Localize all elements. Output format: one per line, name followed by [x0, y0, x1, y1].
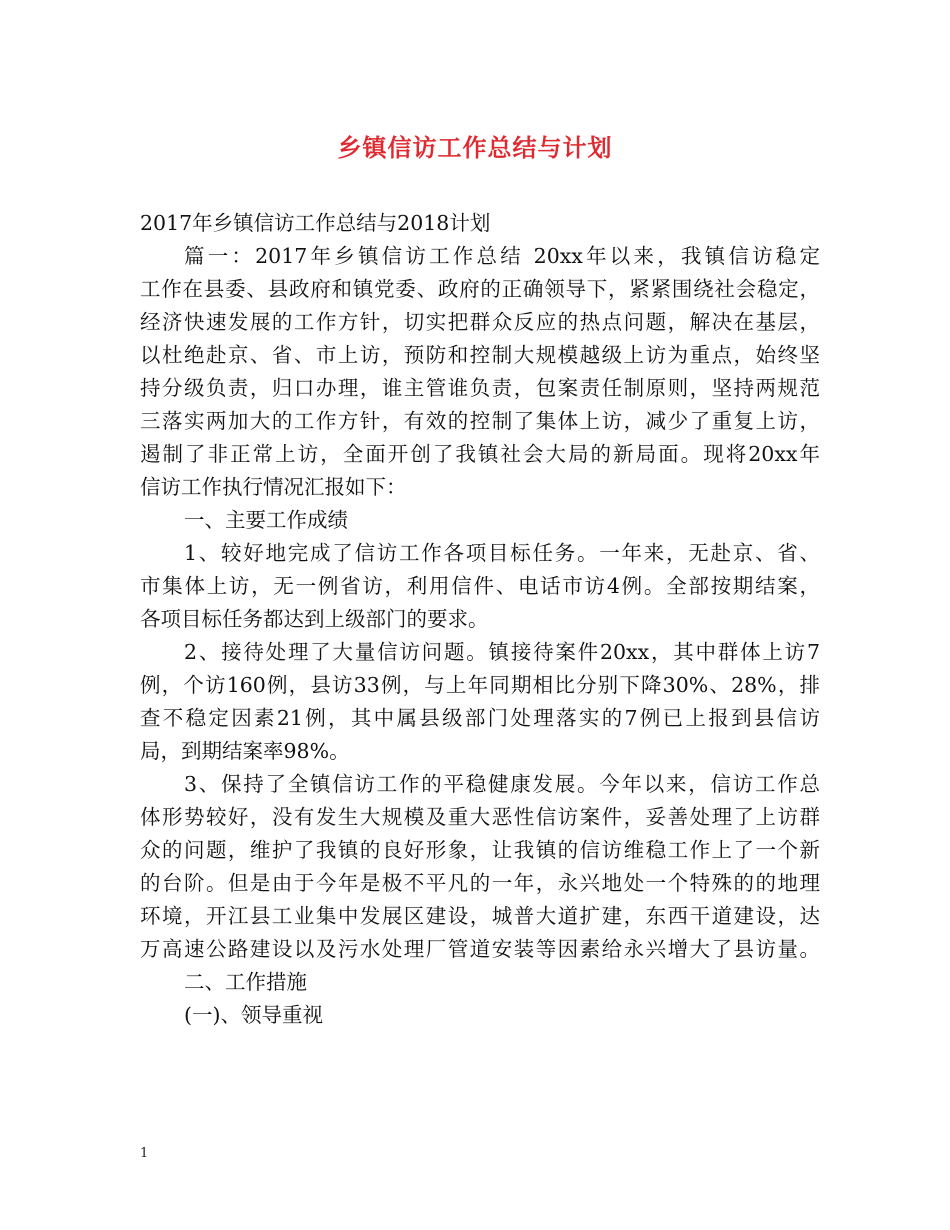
- page-number: 1: [140, 1146, 149, 1161]
- section-heading: 二、工作措施: [184, 970, 307, 994]
- paragraph-line: 遏制了非正常上访，全面开创了我镇社会大局的新局面。现将20xx年: [140, 442, 820, 466]
- paragraph-line: 各项目标任务都达到上级部门的要求。: [140, 607, 489, 631]
- paragraph-line: 以杜绝赴京、省、市上访，预防和控制大规模越级上访为重点，始终坚: [140, 343, 820, 367]
- paragraph-line: 信访工作执行情况汇报如下：: [140, 475, 407, 499]
- paragraph-line: 1、较好地完成了信访工作各项目标任务。一年来，无赴京、省、: [184, 541, 820, 565]
- paragraph-line: 例，个访160例，县访33例，与上年同期相比分别下降30%、28%，排: [140, 673, 820, 697]
- document-title: 乡镇信访工作总结与计划: [337, 134, 613, 162]
- paragraph-line: 众的问题，维护了我镇的良好形象，让我镇的信访维稳工作上了一个新: [140, 838, 820, 862]
- paragraph-line: 万高速公路建设以及污水处理厂管道安装等因素给永兴增大了县访量。: [140, 937, 820, 961]
- paragraph-line: 体形势较好，没有发生大规模及重大恶性信访案件，妥善处理了上访群: [140, 805, 820, 829]
- paragraph-line: 市集体上访，无一例省访，利用信件、电话市访4例。全部按期结案，: [140, 574, 820, 598]
- section-heading: 一、主要工作成绩: [184, 508, 348, 532]
- paragraph-line: 3、保持了全镇信访工作的平稳健康发展。今年以来，信访工作总: [184, 772, 820, 796]
- paragraph-line: 2、接待处理了大量信访问题。镇接待案件20xx，其中群体上访7: [184, 640, 820, 664]
- subsection-heading: (一)、领导重视: [184, 1003, 323, 1027]
- paragraph-line: 工作在县委、县政府和镇党委、政府的正确领导下，紧紧围绕社会稳定，: [140, 277, 820, 301]
- paragraph-line: 持分级负责，归口办理，谁主管谁负责，包案责任制原则，坚持两规范: [140, 376, 820, 400]
- paragraph-line: 查不稳定因素21例，其中属县级部门处理落实的7例已上报到县信访: [140, 706, 820, 730]
- paragraph-line: 局，到期结案率98%。: [140, 739, 350, 763]
- paragraph-line: 的台阶。但是由于今年是极不平凡的一年，永兴地处一个特殊的的地理: [140, 871, 820, 895]
- paragraph-line: 环境，开江县工业集中发展区建设，城普大道扩建，东西干道建设，达: [140, 904, 820, 928]
- paragraph-line: 经济快速发展的工作方针，切实把群众反应的热点问题，解决在基层，: [140, 310, 820, 334]
- paragraph-line: 三落实两加大的工作方针，有效的控制了集体上访，减少了重复上访，: [140, 409, 820, 433]
- paragraph-line: 篇一：2017年乡镇信访工作总结 20xx年以来，我镇信访稳定: [184, 244, 820, 268]
- document-subtitle: 2017年乡镇信访工作总结与2018计划: [140, 211, 491, 235]
